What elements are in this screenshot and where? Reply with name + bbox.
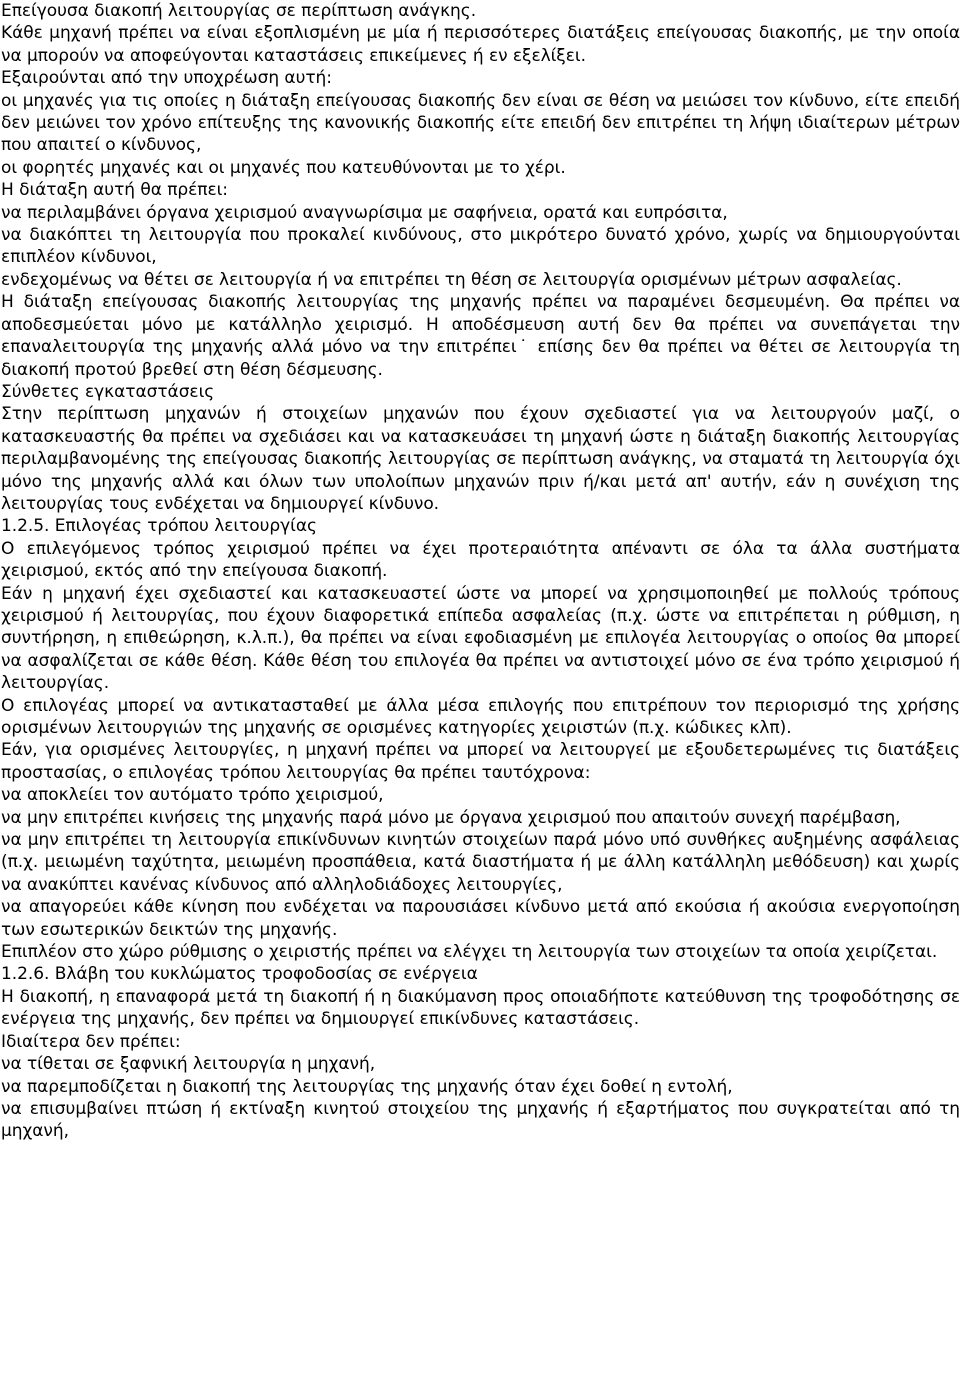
paragraph-device-requirement-2: να διακόπτει τη λειτουργία που προκαλεί κινδύνους, στο μικρότερο δυνατό χρόνο, χωρίς να δημιουργούνται επιπλέον κίνδυνοι,: [1, 225, 960, 268]
paragraph-exemption-item-2: οι φορητές μηχανές και οι μηχανές που κατευθύνονται με το χέρι.: [1, 157, 566, 178]
paragraph-must-not-intro: Ιδιαίτερα δεν πρέπει:: [1, 1031, 181, 1052]
paragraph-exemptions-intro: Εξαιρούνται από την υποχρέωση αυτή:: [1, 68, 332, 89]
paragraph-section-1-2-5-heading: 1.2.5. Επιλογέας τρόπου λειτουργίας: [1, 516, 317, 537]
paragraph-device-latching: Η διάταξη επείγουσας διακοπής λειτουργίας της μηχανής πρέπει να παραμένει δεσμευμένη. Θα πρέπει να αποδεσμεύεται μόνο με κατάλληλο χειρισμό. Η αποδέσμευση αυτή δεν θα πρέπει να συνεπάγεται την επαναλειτουργία της μηχανής αλλά μόνο να την επιτρέπει˙ επίσης δεν θα πρέπει να θέτει σε λειτουργία τη διακοπή προτού βρεθεί στη θέση δέσμευσης.: [1, 292, 960, 380]
paragraph-complex-installations-body: Στην περίπτωση μηχανών ή στοιχείων μηχανών που έχουν σχεδιαστεί για να λειτουργούν μαζί, ο κατασκευαστής θα πρέπει να σχεδιάσει και να κατασκευάσει τη μηχανή ώστε η διάταξη διακοπής λειτουργίας περιλαμβανομένης της επείγουσας διακοπής λειτουργίας σε περίπτωση ανάγκης, να σταματά τη λειτουργία όχι μόνο της μηχανής αλλά και όλων των υπολοίπων μηχανών πριν ή/και μετά απ' αυτήν, εάν η συνέχιση της λειτουργίας τους ενδέχεται να δημιουργεί κίνδυνο.: [1, 404, 960, 514]
paragraph-complex-installations-heading: Σύνθετες εγκαταστάσεις: [1, 381, 215, 402]
paragraph-emergency-stop-requirement: Κάθε μηχανή πρέπει να είναι εξοπλισμένη με μία ή περισσότερες διατάξεις επείγουσας διακοπής, με την οποία να μπορούν να αποφεύγονται καταστάσεις επικείμενες ή εν εξελίξει.: [1, 23, 960, 66]
paragraph-must-not-item-1: να τίθεται σε ξαφνική λειτουργία η μηχανή,: [1, 1054, 376, 1075]
paragraph-exemption-item-1: οι μηχανές για τις οποίες η διάταξη επείγουσας διακοπής δεν είναι σε θέση να μειώσει τον κίνδυνο, είτε επειδή δεν μειώνει τον χρόνο επίτευξης της κανονικής διακοπής είτε επειδή δεν επιτρέπει τη λήψη ιδιαίτερων μέτρων που απαιτεί ο κίνδυνος,: [1, 90, 960, 156]
paragraph-disabled-guards-item-4: να απαγορεύει κάθε κίνηση που ενδέχεται να παρουσιάσει κίνδυνο μετά από εκούσια ή ακούσια ενεργοποίηση των εσωτερικών δεικτών της μηχανής.: [1, 897, 960, 940]
paragraph-emergency-stop-heading: Επείγουσα διακοπή λειτουργίας σε περίπτωση ανάγκης.: [1, 1, 477, 21]
paragraph-device-requirements-intro: Η διάταξη αυτή θα πρέπει:: [1, 180, 228, 201]
paragraph-disabled-guards-item-1: να αποκλείει τον αυτόματο τρόπο χειρισμού,: [1, 785, 384, 806]
paragraph-must-not-item-2: να παρεμποδίζεται η διακοπή της λειτουργίας της μηχανής όταν έχει δοθεί η εντολή,: [1, 1076, 733, 1097]
paragraph-must-not-item-3: να επισυμβαίνει πτώση ή εκτίναξη κινητού στοιχείου της μηχανής ή εξαρτήματος που συγκρατείται από τη μηχανή,: [1, 1098, 960, 1142]
paragraph-section-1-2-6-heading: 1.2.6. Βλάβη του κυκλώματος τροφοδοσίας σε ενέργεια: [1, 964, 478, 985]
paragraph-selector-alternatives: Ο επιλογέας μπορεί να αντικατασταθεί με άλλα μέσα επιλογής που επιτρέπουν τον περιορισμό της χρήσης ορισμένων λειτουργιών της μηχανής σε ορισμένες κατηγορίες χειριστών (π.χ. κώδικες κλπ).: [1, 695, 960, 738]
paragraph-mode-priority: Ο επιλεγόμενος τρόπος χειρισμού πρέπει να έχει προτεραιότητα απέναντι σε όλα τα άλλα συστήματα χειρισμού, εκτός από την επείγουσα διακοπή.: [1, 538, 960, 582]
paragraph-power-supply-failure: Η διακοπή, η επαναφορά μετά τη διακοπή ή η διακύμανση προς οποιαδήποτε κατεύθυνση της τροφοδότησης σε ενέργεια της μηχανής, δεν πρέπει να δημιουργεί επικίνδυνες καταστάσεις.: [1, 986, 960, 1030]
paragraph-device-requirement-1: να περιλαμβάνει όργανα χειρισμού αναγνωρίσιμα με σαφήνεια, ορατά και ευπρόσιτα,: [1, 202, 728, 223]
paragraph-disabled-guards-item-3: να μην επιτρέπει τη λειτουργία επικίνδυνων κινητών στοιχείων παρά μόνο υπό συνθήκες αυξημένης ασφάλειας (π.χ. μειωμένη ταχύτητα, μειωμένη προσπάθεια, κατά διαστήματα ή με άλλη κατάλληλη μεθόδευση) και χωρίς να ανακύπτει κανένας κίνδυνος από αλληλοδιάδοχες λειτουργίες,: [1, 830, 960, 895]
paragraph-disabled-guards-item-2: να μην επιτρέπει κινήσεις της μηχανής παρά μόνο με όργανα χειρισμού που απαιτούν συνεχή παρέμβαση,: [1, 807, 901, 828]
paragraph-operator-control: Επιπλέον στο χώρο ρύθμισης ο χειριστής πρέπει να ελέγχει τη λειτουργία των στοιχείων τα οποία χειρίζεται.: [1, 942, 938, 963]
paragraph-mode-selector: Εάν η μηχανή έχει σχεδιαστεί και κατασκευαστεί ώστε να μπορεί να χρησιμοποιηθεί με πολλούς τρόπους χειρισμού ή λειτουργίας, που έχουν διαφορετικά επίπεδα ασφαλείας (π.χ. ώστε να επιτρέπεται η ρύθμιση, η συντήρηση, η επιθεώρηση, κ.λ.π.), θα πρέπει να είναι εφοδιασμένη με επιλογέα λειτουργίας ο οποίος θα μπορεί να ασφαλίζεται σε κάθε θέση. Κάθε θέση του επιλογέα θα πρέπει να αντιστοιχεί μόνο σε ένα τρόπο χειρισμού ή λειτουργίας.: [1, 583, 960, 694]
paragraph-disabled-guards-intro: Εάν, για ορισμένες λειτουργίες, η μηχανή πρέπει να μπορεί να λειτουργεί με εξουδετερωμένες τις διατάξεις προστασίας, ο επιλογέας τρόπου λειτουργίας θα πρέπει ταυτόχρονα:: [1, 740, 960, 783]
paragraph-device-requirement-3: ενδεχομένως να θέτει σε λειτουργία ή να επιτρέπει τη θέση σε λειτουργία ορισμένων μέτρων ασφαλείας.: [1, 269, 902, 290]
